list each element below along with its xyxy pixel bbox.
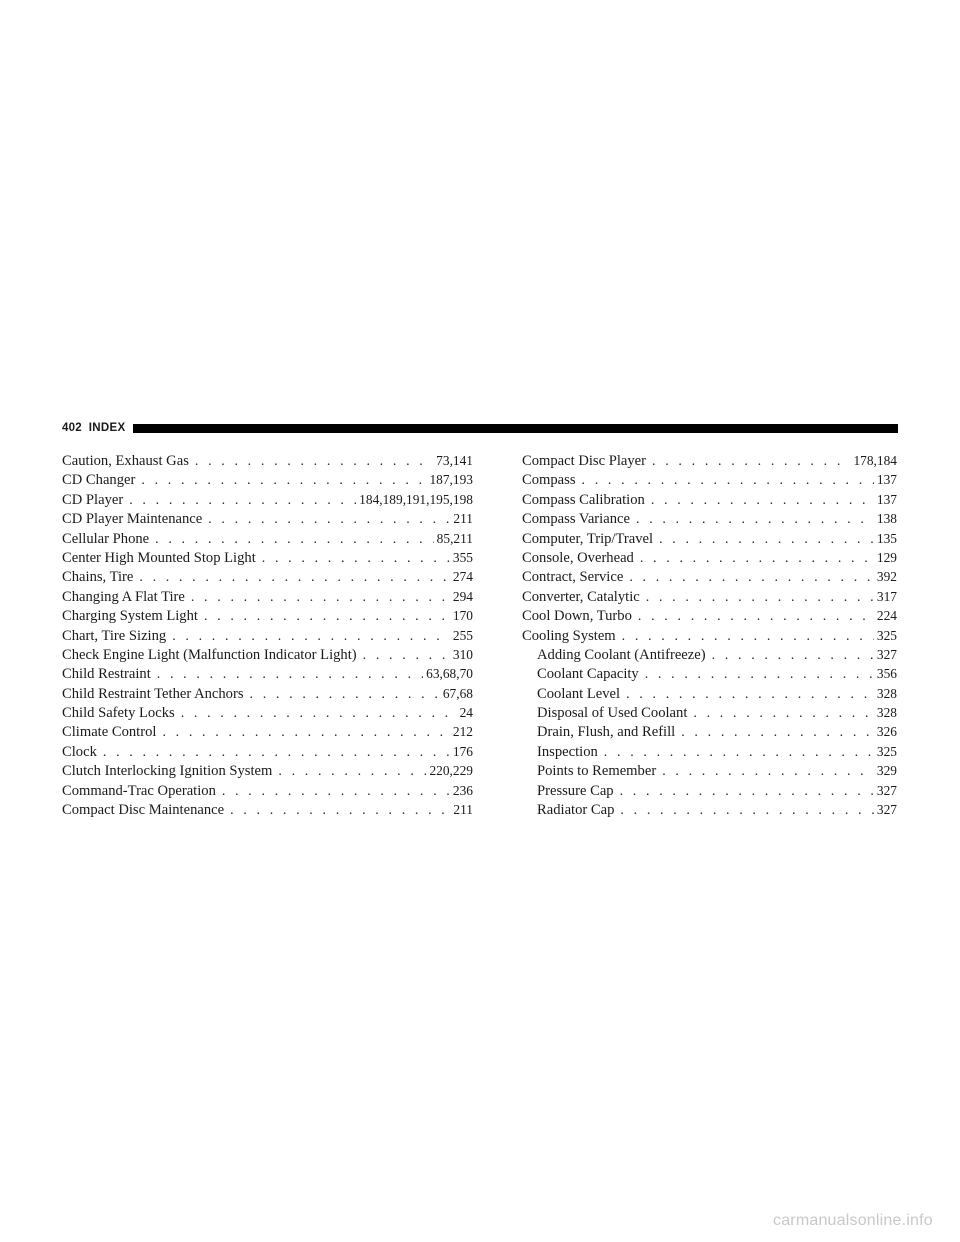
page-reference: 220,229	[429, 763, 473, 779]
dot-leader	[181, 704, 457, 722]
dot-leader	[103, 743, 450, 761]
index-subentry	[522, 645, 897, 664]
page-reference: 24	[459, 705, 473, 721]
index-term: Pressure Cap	[537, 782, 614, 799]
dot-leader	[141, 471, 426, 489]
index-subentry	[522, 800, 897, 819]
dot-leader	[582, 471, 874, 489]
page-reference: 138	[876, 511, 897, 527]
dot-leader	[638, 607, 874, 625]
dot-leader	[157, 665, 423, 683]
index-entry	[62, 567, 473, 586]
index-term: Coolant Capacity	[537, 666, 639, 683]
dot-leader	[662, 762, 874, 780]
index-term: Cellular Phone	[62, 530, 150, 547]
page-reference: 73,141	[436, 453, 473, 468]
page-reference: 325	[876, 627, 897, 643]
index-entry	[62, 645, 473, 664]
index-entry	[62, 684, 473, 703]
header-rule	[133, 424, 898, 433]
dot-leader	[629, 568, 874, 586]
dot-leader	[712, 646, 874, 664]
index-entry	[62, 800, 473, 819]
index-entry	[62, 742, 473, 761]
index-term: Drain, Flush, and Refill	[537, 724, 676, 741]
page-reference: 356	[876, 666, 897, 682]
page-reference: 211	[453, 802, 473, 818]
index-term: Compact Disc Player	[522, 453, 647, 469]
index-entry	[522, 451, 897, 470]
dot-leader	[204, 607, 450, 625]
index-term: Chains, Tire	[62, 569, 134, 586]
index-entry	[62, 664, 473, 683]
index-term: Center High Mounted Stop Light	[62, 549, 256, 566]
page-reference: 325	[876, 743, 897, 759]
page-reference: 63,68,70	[426, 666, 473, 682]
index-entry	[62, 606, 473, 625]
page-reference: 187,193	[429, 472, 473, 488]
dot-leader	[162, 723, 449, 741]
dot-leader	[626, 685, 874, 703]
index-term: Disposal of Used Coolant	[537, 705, 688, 722]
index-entry	[62, 703, 473, 722]
dot-leader	[645, 665, 874, 683]
page-reference: 224	[876, 608, 897, 624]
dot-leader	[659, 530, 874, 548]
page-reference: 328	[876, 705, 897, 721]
watermark: carmanualsonline.info	[773, 1212, 933, 1229]
dot-leader	[139, 568, 450, 586]
page-reference: 328	[876, 685, 897, 701]
page-reference: 129	[876, 549, 897, 565]
index-entry	[62, 529, 473, 548]
page-reference: 184,189,191,195,198	[359, 491, 473, 507]
page-reference: 392	[876, 569, 897, 585]
page-reference: 255	[452, 627, 473, 643]
index-term: Adding Coolant (Antifreeze)	[537, 646, 706, 663]
page-reference: 67,68	[442, 685, 473, 701]
index-entry	[522, 587, 897, 606]
index-term: CD Player	[62, 491, 124, 508]
index-term: Points to Remember	[537, 763, 657, 780]
page-reference: 329	[876, 763, 897, 779]
index-term: Compass Calibration	[522, 491, 645, 508]
index-entry	[62, 761, 473, 780]
index-term: Inspection	[537, 743, 598, 760]
page-reference: 355	[452, 549, 473, 565]
page-reference: 176	[452, 743, 473, 759]
index-entry	[522, 529, 897, 548]
index-term: Compass Variance	[522, 511, 630, 528]
index-subentry	[522, 722, 897, 741]
index-entry	[522, 567, 897, 586]
index-term: Child Restraint Tether Anchors	[62, 685, 244, 702]
index-entry	[522, 606, 897, 625]
index-term: Cooling System	[522, 627, 616, 644]
index-term: Child Safety Locks	[62, 705, 175, 722]
dot-leader	[693, 704, 874, 722]
page-reference: 327	[876, 802, 897, 818]
index-term: Cool Down, Turbo	[522, 608, 632, 625]
index-entry	[62, 626, 473, 645]
dot-leader	[262, 549, 450, 567]
index-term: Climate Control	[62, 724, 157, 741]
index-term: Check Engine Light (Malfunction Indicator Light)	[62, 646, 357, 663]
dot-leader	[172, 627, 450, 645]
index-term: Clutch Interlocking Ignition System	[62, 763, 273, 780]
index-term: Clock	[62, 743, 97, 760]
index-column-right	[522, 451, 897, 819]
index-term: Compact Disc Maintenance	[62, 802, 225, 819]
dot-leader	[622, 627, 874, 645]
page-reference: 317	[876, 588, 897, 604]
dot-leader	[604, 743, 874, 761]
index-entry	[62, 490, 473, 509]
index-entry	[62, 781, 473, 800]
index-term: Contract, Service	[522, 569, 624, 586]
dot-leader	[222, 782, 450, 800]
index-term: Radiator Cap	[537, 802, 615, 819]
page-number: 402	[62, 422, 82, 434]
index-term: Charging System Light	[62, 608, 198, 625]
page-reference: 212	[452, 724, 473, 740]
dot-leader	[640, 549, 874, 567]
index-entry	[522, 470, 897, 489]
index-term: Compass	[522, 472, 576, 489]
dot-leader	[681, 723, 874, 741]
page-reference: 135	[876, 530, 897, 546]
index-entry	[522, 548, 897, 567]
dot-leader	[646, 588, 874, 606]
page-reference: 211	[453, 511, 473, 527]
index-term: Console, Overhead	[522, 549, 634, 566]
index-entry	[62, 509, 473, 528]
dot-leader	[278, 762, 426, 780]
index-term: CD Player Maintenance	[62, 511, 203, 528]
dot-leader	[250, 685, 440, 703]
page-reference: 327	[876, 646, 897, 662]
dot-leader	[620, 782, 874, 800]
index-term: Command-Trac Operation	[62, 782, 216, 799]
dot-leader	[208, 510, 450, 528]
dot-leader	[191, 588, 450, 606]
page-reference: 236	[452, 782, 473, 798]
index-entry	[522, 509, 897, 528]
page-reference: 294	[452, 588, 473, 604]
index-term: Computer, Trip/Travel	[522, 530, 654, 547]
page-reference: 274	[452, 569, 473, 585]
index-term: Child Restraint	[62, 666, 151, 683]
page-reference: 137	[876, 491, 897, 507]
dot-leader	[129, 491, 356, 509]
index-term: Coolant Level	[537, 685, 621, 702]
dot-leader	[620, 801, 873, 819]
index-entry	[62, 548, 473, 567]
index-term: Changing A Flat Tire	[62, 588, 185, 605]
page-reference: 178,184	[853, 453, 897, 468]
index-term: CD Changer	[62, 472, 136, 489]
dot-leader	[363, 646, 450, 664]
section-title: INDEX	[88, 422, 126, 434]
page-reference: 85,211	[436, 530, 473, 546]
index-term: Chart, Tire Sizing	[62, 627, 167, 644]
page-reference: 310	[452, 646, 473, 662]
index-entry	[62, 587, 473, 606]
index-entry	[62, 722, 473, 741]
page-reference: 137	[876, 472, 897, 488]
index-term: Converter, Catalytic	[522, 588, 640, 605]
index-subentry	[522, 664, 897, 683]
dot-leader	[651, 491, 874, 509]
index-entry	[62, 470, 473, 489]
dot-leader	[636, 510, 874, 528]
page-reference: 170	[452, 608, 473, 624]
index-subentry	[522, 781, 897, 800]
index-subentry	[522, 742, 897, 761]
index-column-left	[62, 451, 473, 819]
page-reference: 326	[876, 724, 897, 740]
index-term: Caution, Exhaust Gas	[62, 453, 189, 469]
dot-leader	[652, 452, 850, 470]
index-entry	[522, 626, 897, 645]
index-subentry	[522, 761, 897, 780]
page-header	[62, 419, 898, 437]
index-subentry	[522, 684, 897, 703]
dot-leader	[230, 801, 450, 819]
page-reference: 327	[876, 782, 897, 798]
index-subentry	[522, 703, 897, 722]
index-entry	[522, 490, 897, 509]
dot-leader	[155, 530, 434, 548]
dot-leader	[195, 452, 433, 470]
index-entry	[62, 451, 473, 470]
